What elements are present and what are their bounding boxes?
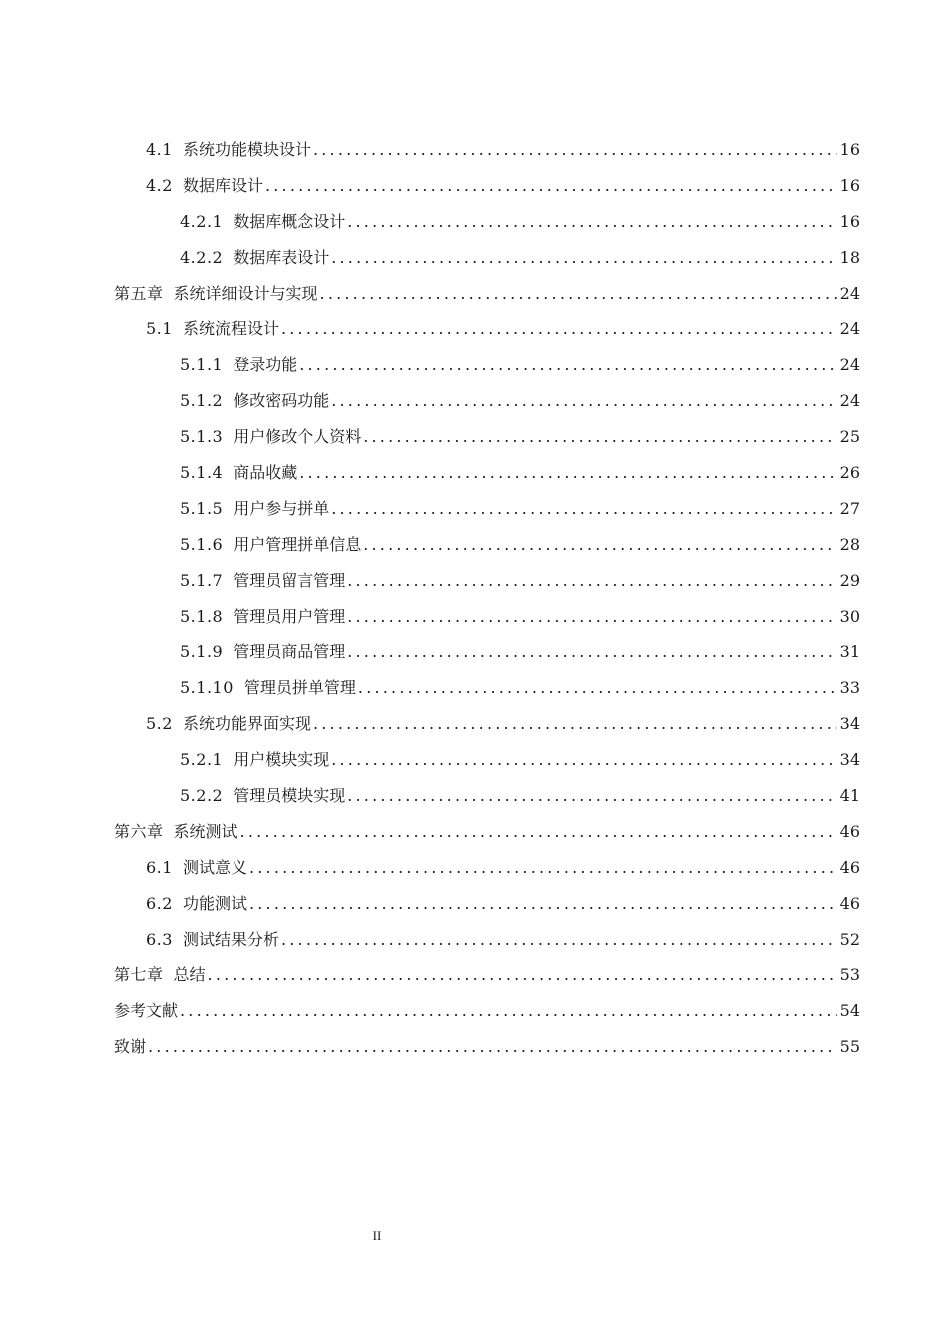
toc-entry-page: 46	[839, 857, 860, 877]
toc-entry-number: 5.1.5	[180, 498, 224, 518]
toc-entry-page: 31	[839, 642, 860, 662]
toc-entry-label: 用户模块实现	[233, 750, 330, 770]
toc-entry-label: 数据库表设计	[233, 247, 330, 267]
toc-entry-line	[180, 571, 860, 591]
toc-entry-page: 24	[839, 391, 860, 411]
toc-entry-label: 系统详细设计与实现	[173, 283, 318, 303]
toc-dot-leader	[331, 499, 836, 519]
toc-entry[interactable]	[0, 311, 950, 347]
toc-entry[interactable]	[0, 957, 950, 993]
toc-entry-line	[180, 786, 860, 806]
table-of-contents	[0, 132, 950, 1065]
toc-entry-number: 5.2	[146, 714, 173, 734]
toc-entry-number: 5.1.3	[180, 427, 224, 447]
toc-entry[interactable]	[0, 706, 950, 742]
toc-dot-leader	[363, 535, 836, 555]
toc-entry-line	[180, 678, 860, 698]
toc-entry-label: 管理员用户管理	[233, 606, 346, 626]
toc-entry[interactable]	[0, 814, 950, 850]
toc-entry-line	[114, 822, 860, 842]
toc-dot-leader	[331, 391, 836, 411]
toc-entry-line	[146, 319, 860, 339]
toc-entry[interactable]	[0, 419, 950, 455]
toc-entry-number: 6.2	[146, 893, 173, 913]
toc-dot-leader	[358, 678, 837, 698]
toc-entry[interactable]	[0, 778, 950, 814]
toc-entry-page: 34	[839, 750, 860, 770]
toc-entry[interactable]	[0, 132, 950, 168]
toc-entry-page: 28	[839, 534, 860, 554]
toc-entry-line	[180, 642, 860, 662]
toc-entry-number: 5.1.8	[180, 606, 224, 626]
toc-entry-page: 55	[839, 1037, 860, 1057]
toc-entry[interactable]	[0, 634, 950, 670]
toc-entry-line	[180, 427, 860, 447]
toc-entry[interactable]	[0, 491, 950, 527]
toc-entry-line	[146, 894, 860, 914]
toc-entry-number: 4.2	[146, 175, 173, 195]
toc-entry-number: 5.1.9	[180, 642, 224, 662]
toc-entry-page: 16	[839, 175, 860, 195]
toc-entry-line	[180, 499, 860, 519]
toc-entry-label: 修改密码功能	[233, 391, 330, 411]
toc-entry-line	[180, 607, 860, 627]
toc-entry-page: 54	[839, 1001, 860, 1021]
toc-entry-page: 24	[839, 283, 860, 303]
toc-entry-label: 用户修改个人资料	[233, 427, 362, 447]
toc-entry-label: 参考文献	[114, 1001, 179, 1021]
toc-entry-line	[180, 535, 860, 555]
toc-entry[interactable]	[0, 168, 950, 204]
toc-entry-number: 6.1	[146, 857, 173, 877]
toc-dot-leader	[313, 140, 837, 160]
toc-entry-label: 数据库设计	[182, 175, 263, 195]
toc-entry-number: 5.2.2	[180, 785, 224, 805]
toc-entry-label: 系统流程设计	[182, 319, 279, 339]
toc-entry-line	[180, 750, 860, 770]
toc-entry-number: 5.1	[146, 319, 173, 339]
toc-entry-number: 5.1.2	[180, 391, 224, 411]
page-number: II	[372, 1228, 382, 1243]
toc-entry-number: 6.3	[146, 929, 173, 949]
toc-entry[interactable]	[0, 993, 950, 1029]
toc-dot-leader	[208, 965, 837, 985]
toc-entry[interactable]	[0, 383, 950, 419]
toc-entry-line	[114, 1037, 860, 1057]
toc-entry-page: 16	[839, 139, 860, 159]
toc-dot-leader	[265, 176, 837, 196]
toc-entry-line	[180, 355, 860, 375]
toc-entry-number: 4.2.2	[180, 247, 224, 267]
toc-entry-number: 5.1.1	[180, 355, 224, 375]
toc-entry-label: 管理员商品管理	[233, 642, 346, 662]
toc-entry[interactable]	[0, 1029, 950, 1065]
toc-dot-leader	[347, 642, 836, 662]
toc-entry-label: 商品收藏	[233, 462, 298, 482]
toc-entry-number: 第五章	[114, 283, 164, 303]
toc-entry[interactable]	[0, 850, 950, 886]
toc-dot-leader	[347, 607, 836, 627]
toc-dot-leader	[347, 571, 836, 591]
toc-entry-label: 管理员拼单管理	[243, 678, 356, 698]
toc-entry-number: 5.1.7	[180, 570, 224, 590]
toc-entry-label: 数据库概念设计	[233, 211, 346, 231]
toc-entry-page: 16	[839, 211, 860, 231]
toc-entry-page: 41	[839, 785, 860, 805]
toc-dot-leader	[347, 786, 836, 806]
toc-entry[interactable]	[0, 527, 950, 563]
toc-entry[interactable]	[0, 276, 950, 312]
toc-dot-leader	[180, 1001, 837, 1021]
toc-entry[interactable]	[0, 922, 950, 958]
toc-entry-line	[146, 140, 860, 160]
toc-dot-leader	[240, 822, 837, 842]
toc-entry-number: 第六章	[114, 821, 164, 841]
toc-entry[interactable]	[0, 204, 950, 240]
toc-entry-page: 30	[839, 606, 860, 626]
toc-entry-label: 登录功能	[233, 355, 298, 375]
toc-entry-line	[180, 463, 860, 483]
toc-entry-page: 46	[839, 821, 860, 841]
toc-entry-line	[146, 176, 860, 196]
toc-entry-number: 5.1.10	[180, 678, 234, 698]
toc-entry-page: 46	[839, 893, 860, 913]
toc-entry-number: 第七章	[114, 965, 164, 985]
toc-dot-leader	[331, 750, 836, 770]
toc-entry-number: 5.2.1	[180, 750, 224, 770]
toc-entry[interactable]	[0, 599, 950, 635]
toc-entry-number: 5.1.6	[180, 534, 224, 554]
toc-entry-label: 用户管理拼单信息	[233, 534, 362, 554]
toc-dot-leader	[347, 212, 836, 232]
toc-dot-leader	[299, 355, 836, 375]
toc-entry-label: 致谢	[114, 1037, 147, 1057]
toc-entry-label: 管理员模块实现	[233, 785, 346, 805]
toc-dot-leader	[331, 248, 836, 268]
toc-entry-page: 27	[839, 498, 860, 518]
toc-entry-page: 24	[839, 355, 860, 375]
toc-entry-line	[114, 965, 860, 985]
toc-entry[interactable]	[0, 563, 950, 599]
toc-entry[interactable]	[0, 240, 950, 276]
toc-entry-label: 总结	[173, 965, 206, 985]
toc-dot-leader	[281, 319, 837, 339]
toc-entry-page: 25	[839, 427, 860, 447]
toc-entry-label: 用户参与拼单	[233, 498, 330, 518]
toc-entry-page: 26	[839, 462, 860, 482]
toc-entry-line	[114, 284, 860, 304]
toc-entry-number: 4.1	[146, 139, 173, 159]
toc-entry-label: 系统功能界面实现	[182, 714, 311, 734]
toc-dot-leader	[148, 1037, 837, 1057]
toc-entry-label: 功能测试	[182, 893, 247, 913]
toc-entry[interactable]	[0, 455, 950, 491]
toc-entry-line	[146, 930, 860, 950]
toc-entry-page: 24	[839, 319, 860, 339]
toc-entry-line	[114, 1001, 860, 1021]
toc-entry-page: 52	[839, 929, 860, 949]
toc-entry-number: 5.1.4	[180, 462, 224, 482]
toc-entry[interactable]	[0, 347, 950, 383]
toc-entry-label: 管理员留言管理	[233, 570, 346, 590]
toc-dot-leader	[249, 858, 837, 878]
toc-entry-page: 29	[839, 570, 860, 590]
toc-entry-line	[146, 858, 860, 878]
toc-dot-leader	[320, 284, 837, 304]
toc-dot-leader	[281, 930, 837, 950]
toc-entry-page: 18	[839, 247, 860, 267]
toc-entry-line	[146, 714, 860, 734]
toc-entry[interactable]	[0, 886, 950, 922]
toc-entry-label: 系统测试	[173, 821, 238, 841]
toc-entry[interactable]	[0, 670, 950, 706]
toc-entry-label: 测试意义	[182, 857, 247, 877]
toc-entry-number: 4.2.1	[180, 211, 224, 231]
toc-entry-line	[180, 391, 860, 411]
toc-entry-page: 33	[839, 678, 860, 698]
toc-dot-leader	[363, 427, 836, 447]
toc-entry-label: 测试结果分析	[182, 929, 279, 949]
toc-dot-leader	[249, 894, 837, 914]
toc-dot-leader	[313, 714, 837, 734]
toc-entry-page: 34	[839, 714, 860, 734]
toc-entry-line	[180, 248, 860, 268]
toc-dot-leader	[299, 463, 836, 483]
toc-entry[interactable]	[0, 742, 950, 778]
toc-entry-line	[180, 212, 860, 232]
toc-entry-page: 53	[839, 965, 860, 985]
toc-entry-label: 系统功能模块设计	[182, 139, 311, 159]
